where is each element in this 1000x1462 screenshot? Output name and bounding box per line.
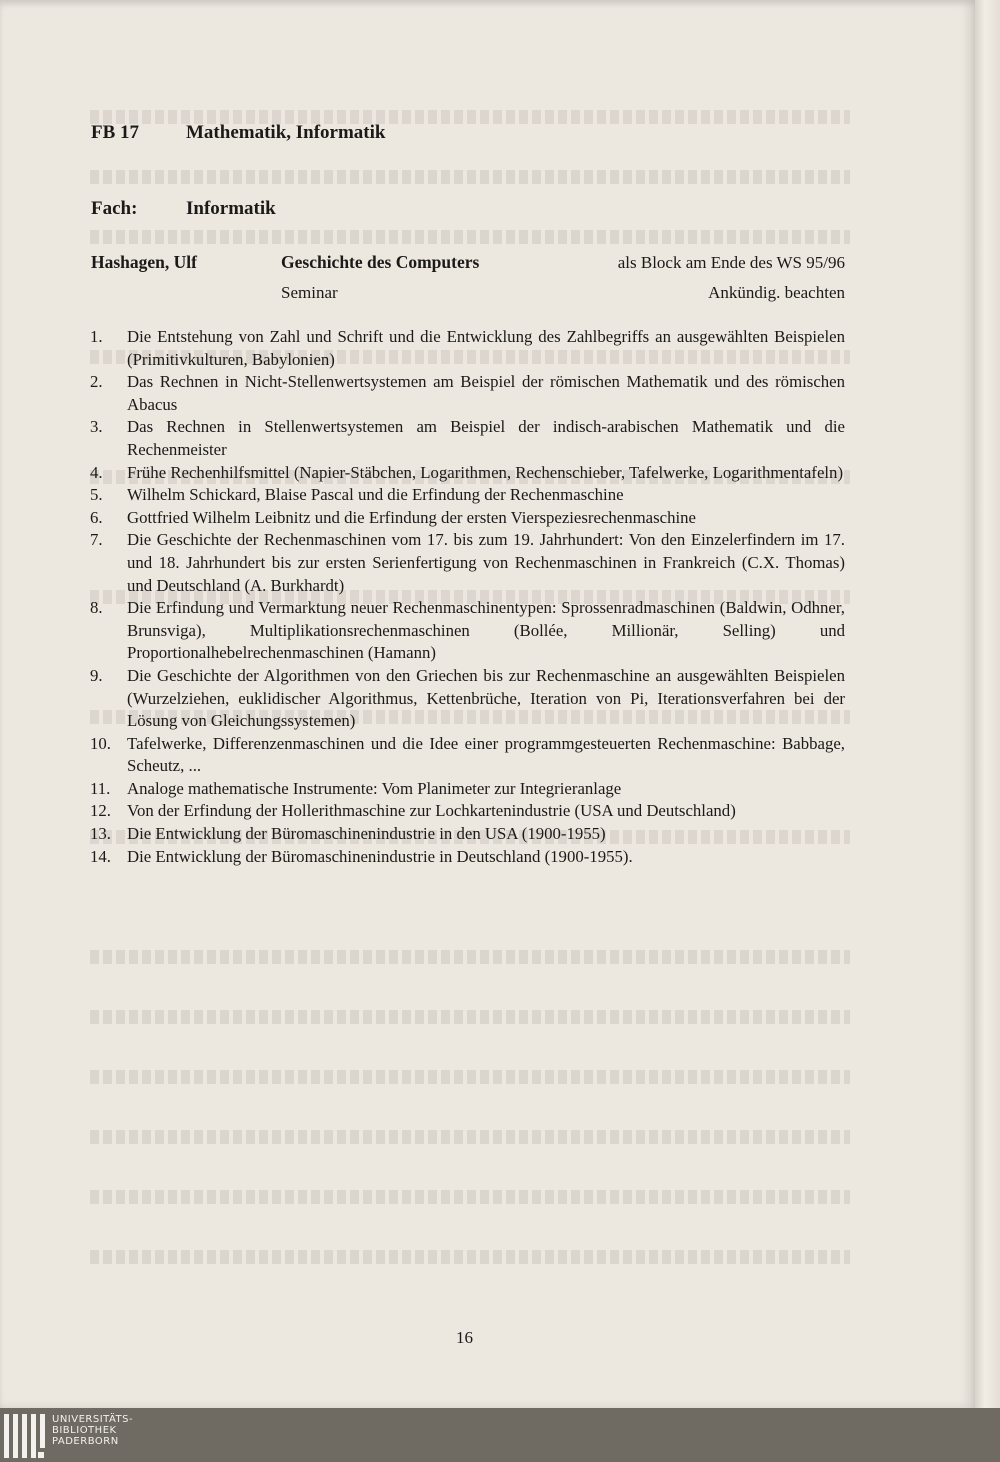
topic-number: 8. <box>90 598 103 618</box>
topic-text: Die Geschichte der Rechenmaschinen vom 17. bis zum 19. Jahrhundert: Von den Einzelerfindern im 17. und 18. Jahrhundert bis zur ersten Serienfertigung von Rechenmaschinen in Frankreich (C.X. Thomas) und Deutschland (A. Burkhardt) <box>127 530 845 595</box>
topic-number: 5. <box>90 485 103 505</box>
topic-number: 12. <box>90 801 111 821</box>
topic-text: Die Entwicklung der Büromaschinenindustrie in Deutschland (1900-1955). <box>127 846 633 866</box>
topic-text: Gottfried Wilhelm Leibnitz und die Erfindung der ersten Vierspeziesrechenmaschine <box>127 507 696 527</box>
topic-item <box>90 507 845 530</box>
topic-item <box>90 665 845 733</box>
topic-item <box>90 416 845 461</box>
library-logo-line1: UNIVERSITÄTS- <box>52 1414 134 1425</box>
topic-number: 3. <box>90 417 103 437</box>
topic-item <box>90 484 845 507</box>
page-edge <box>975 0 1000 1408</box>
topic-text: Wilhelm Schickard, Blaise Pascal und die Erfindung der Rechenmaschine <box>127 485 624 505</box>
topic-number: 13. <box>90 824 111 844</box>
topic-text: Frühe Rechenhilfsmittel (Napier-Stäbchen, Logarithmen, Rechenschieber, Tafelwerke, Logarithmentafeln) <box>127 462 844 482</box>
library-logo-line2: BIBLIOTHEK <box>52 1425 117 1436</box>
topic-number: 4. <box>90 462 103 482</box>
footer-bar <box>0 1408 1000 1462</box>
topic-number: 1. <box>90 327 103 346</box>
topic-number: 9. <box>90 665 103 685</box>
topic-number: 11. <box>90 778 111 798</box>
library-logo-text <box>52 1414 133 1447</box>
topic-text: Tafelwerke, Differenzenmaschinen und die Idee einer programmgesteuerten Rechenmaschine: Babbage, Scheutz, ... <box>127 733 845 776</box>
topic-item <box>90 846 845 869</box>
topic-text: Das Rechnen in Stellenwertsystemen am Beispiel der indisch-arabischen Mathematik und die Rechenmeister <box>127 417 845 459</box>
topic-item <box>90 462 845 485</box>
page-number: 16 <box>456 1328 473 1347</box>
topic-number: 2. <box>90 372 103 392</box>
library-logo-line3: PADERBORN <box>52 1436 119 1447</box>
subject-name: Informatik <box>186 198 276 219</box>
topic-item <box>90 326 845 371</box>
topic-item <box>90 597 845 665</box>
topic-text: Das Rechnen in Nicht-Stellenwertsystemen am Beispiel der römischen Mathematik und des römischen Abacus <box>127 372 845 414</box>
department-code: FB 17 <box>91 122 140 143</box>
topic-text: Von der Erfindung der Hollerithmaschine zur Lochkartenindustrie (USA und Deutschland) <box>127 801 736 821</box>
course-schedule: als Block am Ende des WS 95/96 <box>617 253 845 272</box>
topic-item <box>90 371 845 416</box>
course-title: Geschichte des Computers <box>281 252 480 272</box>
course-type: Seminar <box>281 283 338 302</box>
topic-text: Die Entwicklung der Büromaschinenindustrie in den USA (1900-1955) <box>127 824 606 844</box>
topic-item <box>90 800 845 823</box>
topic-number: 10. <box>90 733 111 753</box>
library-logo-dot <box>38 1452 44 1458</box>
subject-label: Fach: <box>91 198 138 219</box>
topic-item <box>90 823 845 846</box>
topic-number: 7. <box>90 530 103 550</box>
topic-text: Analoge mathematische Instrumente: Vom Planimeter zur Integrieranlage <box>127 778 622 798</box>
topic-item <box>90 733 845 778</box>
topic-list <box>90 326 845 868</box>
topic-item <box>90 529 845 597</box>
topic-item <box>90 778 845 801</box>
lecturer-name: Hashagen, Ulf <box>91 252 197 272</box>
course-note: Ankündig. beachten <box>708 283 845 302</box>
topic-text: Die Geschichte der Algorithmen von den Griechen bis zur Rechenmaschine an ausgewählten Beispielen (Wurzelziehen, euklidischer Algorithmus, Kettenbrüche, Iteration von Pi, Iterationsverfahren bei der Lösung von Gleichungssystemen) <box>127 665 845 731</box>
topic-number: 6. <box>90 507 103 527</box>
department-name: Mathematik, Informatik <box>186 122 386 143</box>
topic-number: 14. <box>90 846 111 866</box>
topic-text: Die Erfindung und Vermarktung neuer Rechenmaschinentypen: Sprossenradmaschinen (Baldwin, Odhner, Brunsviga), Multiplikationsrechenmaschinen (Bollée, Millionär, Selling) und Proportionalhebelrechenmaschinen (Hamann) <box>127 598 845 663</box>
topic-text: Die Entstehung von Zahl und Schrift und die Entwicklung des Zahlbegriffs an ausgewählten Beispielen (Primitivkulturen, Babylonien) <box>127 327 845 369</box>
